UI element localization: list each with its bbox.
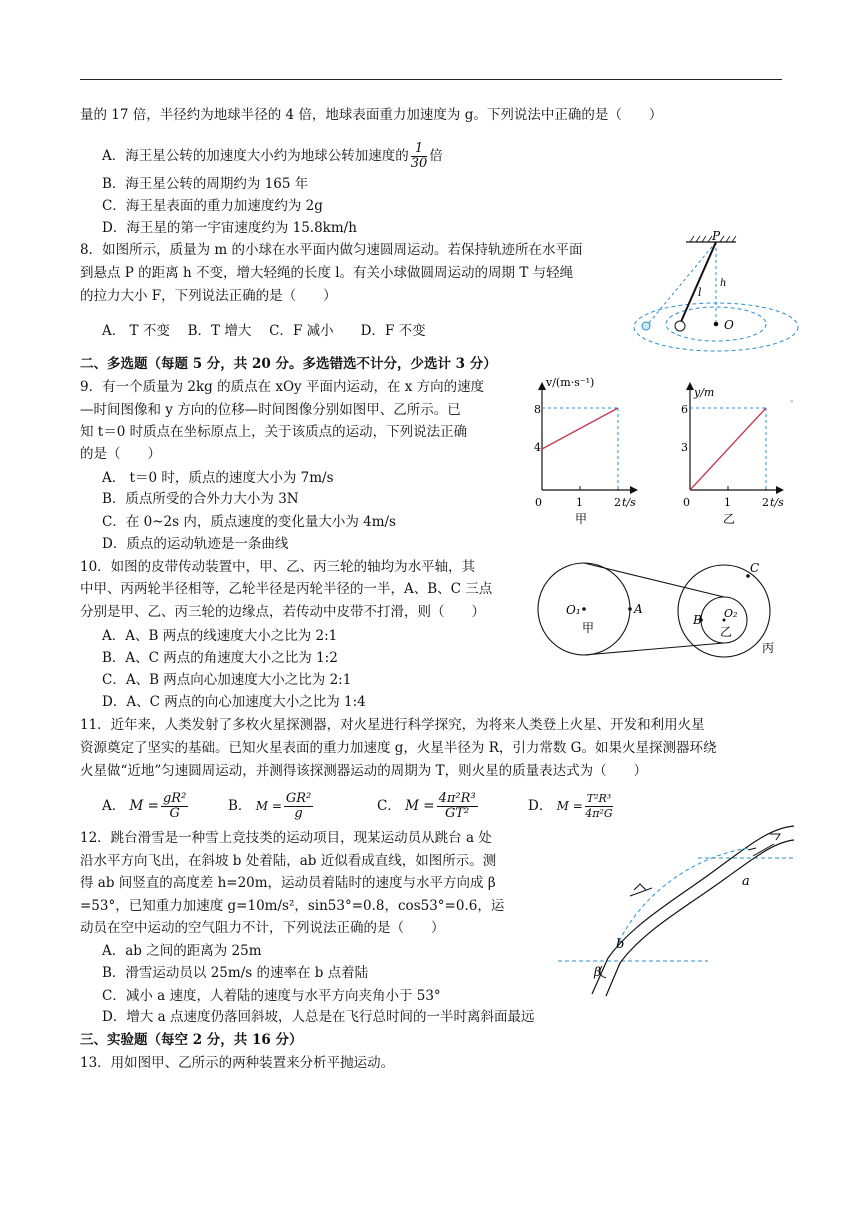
q10-option-d: D．A、C 两点的向心加速度大小之比为 1:4 (102, 694, 366, 710)
jia-ytick-4: 4 (534, 441, 541, 454)
jia-xlabel: t/s (622, 496, 636, 509)
jia-xtick-1: 1 (576, 496, 583, 509)
q7-option-a: A．海王星公转的加速度大小约为地球公转加速度的 $\frac{1}{30}$ 倍 (102, 141, 443, 171)
q12-line1: 12．跳台滑雪是一种雪上竞技类的运动项目，现某运动员从跳台 a 处 (80, 830, 492, 846)
label-o1: O₁ (566, 603, 581, 617)
label-p: P (712, 229, 721, 243)
q7-option-d: D．海王星的第一宇宙速度约为 15.8km/h (102, 220, 357, 236)
yi-ytick-6: 6 (681, 403, 688, 416)
svg-text:-: - (790, 396, 794, 407)
q10-option-a: A．A、B 两点的线速度大小之比为 2:1 (102, 628, 338, 644)
label-a: a (742, 874, 750, 889)
q11-line2: 资源奠定了坚实的基础。已知火星表面的重力加速度 g，火星半径为 R，引力常数 G。如果火星探测器环绕 (80, 740, 717, 756)
q10-belt-figure (536, 556, 782, 668)
q8-line3: 的拉力大小 F，下列说法正确的是（ ） (80, 288, 337, 304)
jia-xtick-0: 0 (535, 496, 542, 509)
q10-option-b: B．A、C 两点的角速度大小之比为 1:2 (102, 650, 338, 666)
q11-option-d: D． M = $\frac{\text{T²R³}}{\text{4π²G}}$ (528, 792, 613, 820)
q12-line2: 沿水平方向飞出，在斜坡 b 处着陆，ab 近似看成直线，如图所示。测 (80, 853, 497, 869)
section-3-heading: 三、实验题（每空 2 分，共 16 分） (80, 1032, 303, 1048)
q7-stem: 量的 17 倍，半径约为地球半径的 4 倍，地球表面重力加速度为 g。下列说法中正确的是（ ） (80, 107, 663, 123)
q10-line2: 中甲、丙两轮半径相等，乙轮半径是丙轮半径的一半，A、B、C 三点 (80, 581, 493, 597)
label-jia: 甲 (582, 621, 595, 635)
q12-option-a: A．ab 之间的距离为 25m (102, 943, 262, 959)
q8-pendulum-figure (636, 229, 806, 354)
q12-line5: 动员在空中运动的空气阻力不计，下列说法正确的是（ ） (80, 920, 445, 936)
yi-series-line (690, 408, 766, 490)
q11-option-a: A． M = $\frac{\text{gR²}}{G}$ (102, 791, 187, 821)
q9-line4: 的是（ ） (80, 446, 161, 462)
q9-line2: —时间图像和 y 方向的位移—时间图像分别如图甲、乙所示。已 (80, 402, 461, 418)
q8-options: A． T 不变 B．T 增大 C．F 减小 D．F 不变 (102, 323, 426, 339)
q9-option-b: B．质点所受的合外力大小为 3N (102, 491, 299, 507)
jia-caption: 甲 (575, 512, 588, 526)
graph-jia (530, 376, 648, 526)
q12-option-d: D．增大 a 点速度仍落回斜坡，人总是在飞行总时间的一半时离斜面最远 (102, 1009, 535, 1025)
yi-xtick-1: 1 (724, 496, 731, 509)
jia-ytick-8: 8 (534, 403, 541, 416)
q9-line3: 知 t＝0 时质点在坐标原点上，关于该质点的运动，下列说法正确 (80, 424, 468, 440)
yi-ytick-3: 3 (681, 441, 688, 454)
graph-yi (676, 382, 802, 524)
q10-line1: 10．如图的皮带传动装置中，甲、乙、丙三轮的轴均为水平轴，其 (80, 559, 476, 575)
label-h: h (720, 278, 727, 289)
q12-line3: 得 ab 间竖直的高度差 h=20m，运动员着陆时的速度与水平方向成 β (80, 875, 496, 891)
q8-line2: 到悬点 P 的距离 h 不变，增大轻绳的长度 l。有关小球做圆周运动的周期 T 与轻绳 (80, 265, 574, 281)
q7-fraction: $\frac{1}{30}$ (410, 141, 428, 171)
q11-option-c: C． M = $\frac{\text{4π²R³}}{\text{GT²}}$ (377, 791, 476, 821)
label-l: l (698, 286, 702, 299)
yi-xlabel: t/s (770, 496, 784, 509)
label-o2: O₂ (724, 607, 738, 620)
label-c: C (750, 561, 760, 575)
yi-ylabel: y/m (694, 386, 715, 399)
q7-option-b: B．海王星公转的周期约为 165 年 (102, 176, 309, 192)
label-o: O (724, 318, 734, 332)
yi-xtick-2: 2 (762, 496, 769, 509)
q11-option-b: B． M = $\frac{\text{GR²}}{g}$ (228, 791, 312, 821)
label-yi: 乙 (720, 625, 733, 639)
q10-option-c: C．A、B 两点向心加速度大小之比为 2:1 (102, 672, 352, 688)
label-bing: 丙 (762, 641, 775, 655)
q13-stem: 13．用如图甲、乙所示的两种装置来分析平抛运动。 (80, 1055, 395, 1071)
jia-xtick-2: 2 (614, 496, 621, 509)
q11-line3: 火星做“近地”匀速圆周运动，并测得该探测器运动的周期为 T，则火星的质量表达式为（ ） (80, 763, 648, 779)
jia-series-line (542, 408, 618, 449)
q12-line4: =53°，已知重力加速度 g=10m/s²，sin53°=0.8，cos53°=0.6，运 (80, 898, 505, 914)
q9-line1: 9．有一个质量为 2kg 的质点在 xOy 平面内运动，在 x 方向的速度 (80, 379, 485, 395)
label-b: b (616, 937, 625, 952)
yi-xtick-0: 0 (683, 496, 690, 509)
q8-line1: 8．如图所示，质量为 m 的小球在水平面内做匀速圆周运动。若保持轨迹所在水平面 (80, 242, 583, 258)
label-b: B (693, 613, 702, 627)
q11-line1: 11．近年来，人类发射了多枚火星探测器，对火星进行科学探究，为将来人类登上火星、开发和利用火星 (80, 717, 705, 733)
q12-ski-slope-figure (548, 818, 798, 1004)
q9-option-a: A． t＝0 时，质点的速度大小为 7m/s (102, 470, 334, 486)
label-a: A (634, 602, 643, 616)
section-2-heading: 二、多选题（每题 5 分，共 20 分。多选错选不计分，少选计 3 分） (80, 356, 497, 372)
q12-option-c: C．减小 a 速度，人着陆的速度与水平方向夹角小于 53° (102, 988, 441, 1004)
q9-option-c: C．在 0~2s 内，质点速度的变化量大小为 4m/s (102, 514, 396, 530)
yi-caption: 乙 (723, 512, 736, 526)
header-rule (80, 79, 782, 80)
label-beta: β (594, 965, 601, 979)
q12-option-b: B．滑雪运动员以 25m/s 的速率在 b 点着陆 (102, 965, 369, 981)
q10-line3: 分别是甲、乙、丙三轮的边缘点，若传动中皮带不打滑，则（ ） (80, 604, 485, 620)
q7-option-c: C．海王星表面的重力加速度约为 2g (102, 198, 323, 214)
jia-ylabel: v/(m·s⁻¹) (546, 376, 595, 389)
q9-option-d: D．质点的运动轨迹是一条曲线 (102, 536, 289, 552)
